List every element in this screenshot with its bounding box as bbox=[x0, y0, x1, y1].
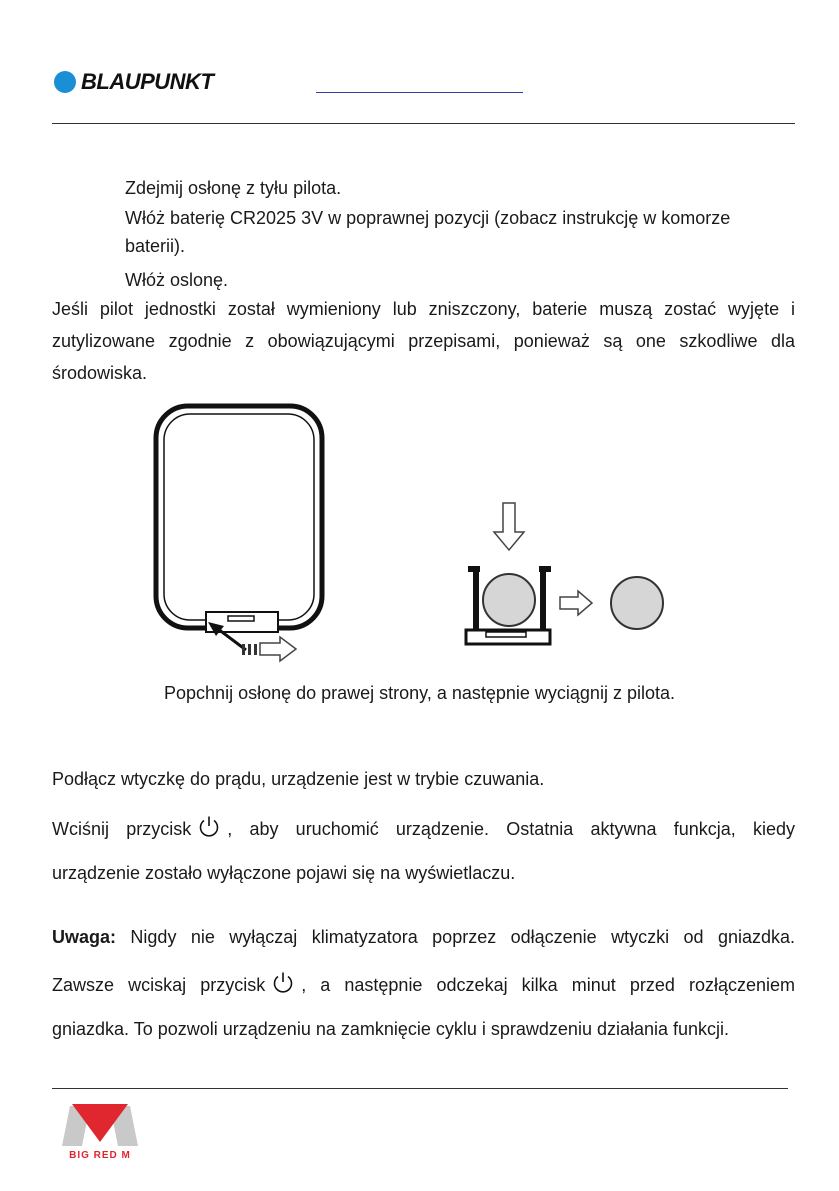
footer-logo bbox=[60, 1100, 140, 1162]
battery-compartment-icon bbox=[466, 503, 551, 644]
warning-line-2 bbox=[52, 970, 795, 1001]
coin-battery-icon bbox=[611, 577, 663, 629]
warning-line-1 bbox=[52, 922, 795, 953]
step-remove-cover: Zdejmij osłonę z tyłu pilota. bbox=[125, 178, 342, 198]
power-plug-text: Podłącz wtyczkę do prądu, urządzenie jest w trybie czuwania. bbox=[52, 769, 545, 789]
power-instruction-b: , aby uruchomić urządzenie. Ostatnia aktywna funkcja, kiedy bbox=[227, 819, 795, 839]
warning-label: Uwaga: bbox=[52, 927, 117, 947]
battery-illustration bbox=[150, 400, 690, 665]
power-instruction-line-2: urządzenie zostało wyłączone pojawi się na wyświetlaczu. bbox=[52, 863, 516, 883]
warning-text-2b: , a następnie odczekaj kilka minut przed rozłączeniem bbox=[301, 975, 796, 995]
battery-note-line-1: Jeśli pilot jednostki został wymieniony lub zniszczony, baterie muszą zostać wyjęte i bbox=[52, 299, 795, 319]
figure-caption: Popchnij osłonę do prawej strony, a następnie wyciągnij z pilota. bbox=[164, 683, 675, 703]
step-insert-battery: Włóż baterię CR2025 3V w poprawnej pozycji (zobacz instrukcję w komorze bbox=[125, 208, 731, 228]
warning-line-3: gniazdka. To pozwoli urządzeniu na zamknięcie cyklu i sprawdzeniu działania funkcji. bbox=[52, 1019, 730, 1039]
brand-logo: BLAUPUNKT bbox=[81, 69, 214, 94]
power-instruction-a: Wciśnij przycisk bbox=[52, 819, 192, 839]
step-insert-battery-cont: baterii). bbox=[125, 236, 186, 256]
power-icon bbox=[197, 815, 221, 839]
remote-back-icon bbox=[156, 406, 322, 650]
step-insert-cover: Włóż oslonę. bbox=[125, 270, 229, 290]
battery-note-line-3: środowiska. bbox=[52, 363, 148, 383]
remove-arrow-icon bbox=[560, 591, 592, 615]
header-link-underline[interactable] bbox=[316, 92, 523, 93]
power-instruction-line-1 bbox=[52, 814, 795, 845]
header-divider bbox=[52, 123, 795, 124]
footer-divider bbox=[52, 1088, 788, 1089]
power-icon bbox=[271, 971, 295, 995]
push-arrow-icon bbox=[242, 637, 296, 661]
battery-note-line-2: zutylizowane zgodnie z obowiązującymi przepisami, ponieważ są one szkodliwe dla bbox=[52, 331, 795, 351]
footer-logo-text: BIG RED M bbox=[69, 1150, 131, 1161]
warning-text-1: Nigdy nie wyłączaj klimatyzatora poprzez odłączenie wtyczki od gniazdka. bbox=[116, 927, 795, 947]
warning-text-2a: Zawsze wciskaj przycisk bbox=[52, 975, 266, 995]
brand-logo-dot bbox=[54, 71, 76, 93]
